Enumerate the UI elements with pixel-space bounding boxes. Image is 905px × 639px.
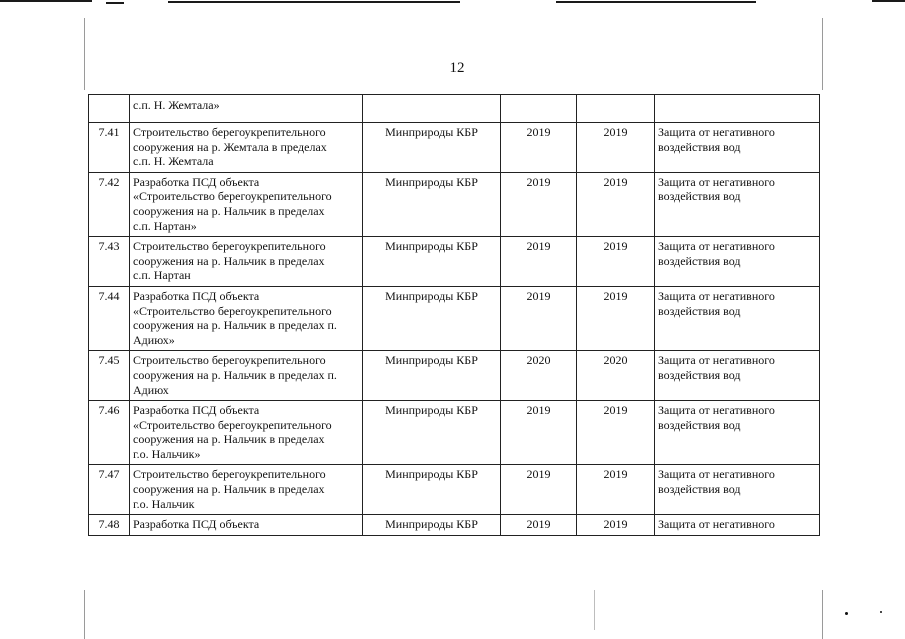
start-year-cell: 2019 [501,172,577,236]
row-number: 7.42 [89,172,130,236]
scan-speck [845,612,848,615]
table-row [89,465,820,515]
result-line: воздействия вод [658,253,741,268]
measure-name-cell [130,286,363,350]
scan-speck [880,611,882,613]
result-cell [655,172,820,236]
result-line: Защита от негативного [658,125,775,139]
result-cell [655,237,820,287]
start-year-cell: 2019 [501,237,577,287]
result-line: Защита от негативного [658,467,775,482]
page-margin-line [84,590,85,639]
result-line: воздействия вод [658,482,741,497]
page-margin-line [822,590,823,639]
table-row [89,286,820,350]
measure-name-line: сооружения на р. Жемтала в пределах [133,139,327,154]
executor-cell: Минприроды КБР [363,123,501,173]
result-cell [655,286,820,350]
measure-name-line: Строительство берегоукрепительного [133,125,326,139]
measure-name-line: «Строительство берегоукрепительного [133,417,332,432]
result-cell [655,515,820,536]
measure-name-line: Строительство берегоукрепительного [133,353,326,368]
measure-name-cell [130,237,363,287]
result-line: Защита от негативного [658,239,775,254]
table-row [89,401,820,465]
start-year-cell: 2019 [501,286,577,350]
start-year-cell: 2019 [501,465,577,515]
result-line: воздействия вод [658,303,741,318]
end-year-cell: 2019 [577,237,655,287]
result-line: воздействия вод [658,139,741,154]
row-number: 7.45 [89,351,130,401]
measure-name-line: с.п. Нартан» [133,218,197,233]
executor-cell: Минприроды КБР [363,401,501,465]
measure-name-cell [130,515,363,536]
row-number: 7.46 [89,401,130,465]
executor-cell: Минприроды КБР [363,172,501,236]
start-year-cell: 2019 [501,401,577,465]
scan-artifact-line [872,0,905,2]
executor-cell: Минприроды КБР [363,237,501,287]
row-number: 7.44 [89,286,130,350]
result-line: Защита от негативного [658,403,775,418]
result-line: Защита от негативного [658,288,775,303]
end-year-cell: 2019 [577,401,655,465]
result-line: Защита от негативного [658,353,775,368]
scan-artifact-line [0,0,92,2]
measure-name-line: сооружения на р. Нальчик в пределах п. [133,318,337,333]
row-number: 7.48 [89,515,130,536]
row-number [89,95,130,123]
measure-name-line: Адиюх [133,382,169,397]
measure-name-line: сооружения на р. Нальчик в пределах [133,253,325,268]
measure-name-line: Строительство берегоукрепительного [133,467,326,482]
measure-name-line: Строительство берегоукрепительного [133,239,326,254]
executor-cell [363,95,501,123]
end-year-cell: 2019 [577,515,655,536]
scan-artifact-line [168,1,460,3]
end-year-cell: 2019 [577,465,655,515]
end-year-cell [577,95,655,123]
measure-name-line: Разработка ПСД объекта [133,288,260,303]
result-cell [655,123,820,173]
row-number: 7.47 [89,465,130,515]
measure-name-line: «Строительство берегоукрепительного [133,189,332,204]
measure-name-cell [130,123,363,173]
measure-name-line: Разработка ПСД объекта [133,174,260,189]
measure-name-line: г.о. Нальчик» [133,446,201,461]
executor-cell: Минприроды КБР [363,515,501,536]
measure-name-line: «Строительство берегоукрепительного [133,303,332,318]
start-year-cell [501,95,577,123]
result-cell [655,401,820,465]
executor-cell: Минприроды КБР [363,286,501,350]
result-line: Защита от негативного [658,517,775,532]
end-year-cell: 2020 [577,351,655,401]
result-line: Защита от негативного [658,174,775,189]
table-row [89,351,820,401]
row-number: 7.43 [89,237,130,287]
page-margin-line [822,18,823,90]
measure-name-line: с.п. Нартан [133,268,191,283]
table-row [89,172,820,236]
start-year-cell: 2020 [501,351,577,401]
table-row [89,237,820,287]
measure-name-line: Адиюх» [133,332,175,347]
end-year-cell: 2019 [577,123,655,173]
page-number: 12 [449,60,465,76]
measure-name-line: Разработка ПСД объекта [133,403,260,418]
measure-name-cell [130,465,363,515]
measure-name-cell [130,401,363,465]
start-year-cell: 2019 [501,123,577,173]
result-line: воздействия вод [658,417,741,432]
measure-name-line: сооружения на р. Нальчик в пределах [133,203,325,218]
start-year-cell: 2019 [501,515,577,536]
measure-name-line: г.о. Нальчик [133,496,195,511]
measure-name-line: с.п. Н. Жемтала» [133,98,220,112]
result-line: воздействия вод [658,189,741,204]
measure-name-line: сооружения на р. Нальчик в пределах [133,432,325,447]
row-number: 7.41 [89,123,130,173]
table-row [89,95,820,123]
table-row [89,515,820,536]
measure-name-cell [130,172,363,236]
result-cell [655,465,820,515]
executor-cell: Минприроды КБР [363,351,501,401]
measure-name-line: Разработка ПСД объекта [133,517,260,532]
result-line: воздействия вод [658,367,741,382]
scan-artifact-line [556,1,756,3]
measure-name-cell [130,95,363,123]
measure-name-line: с.п. Н. Жемтала [133,154,214,169]
executor-cell: Минприроды КБР [363,465,501,515]
scan-artifact-line [106,2,124,4]
measures-table [88,94,820,536]
end-year-cell: 2019 [577,172,655,236]
measure-name-cell [130,351,363,401]
page-margin-line [594,590,595,630]
measure-name-line: сооружения на р. Нальчик в пределах п. [133,367,337,382]
measure-name-line: сооружения на р. Нальчик в пределах [133,482,325,497]
end-year-cell: 2019 [577,286,655,350]
table-row [89,123,820,173]
page-margin-line [84,18,85,90]
result-cell [655,95,820,123]
result-cell [655,351,820,401]
